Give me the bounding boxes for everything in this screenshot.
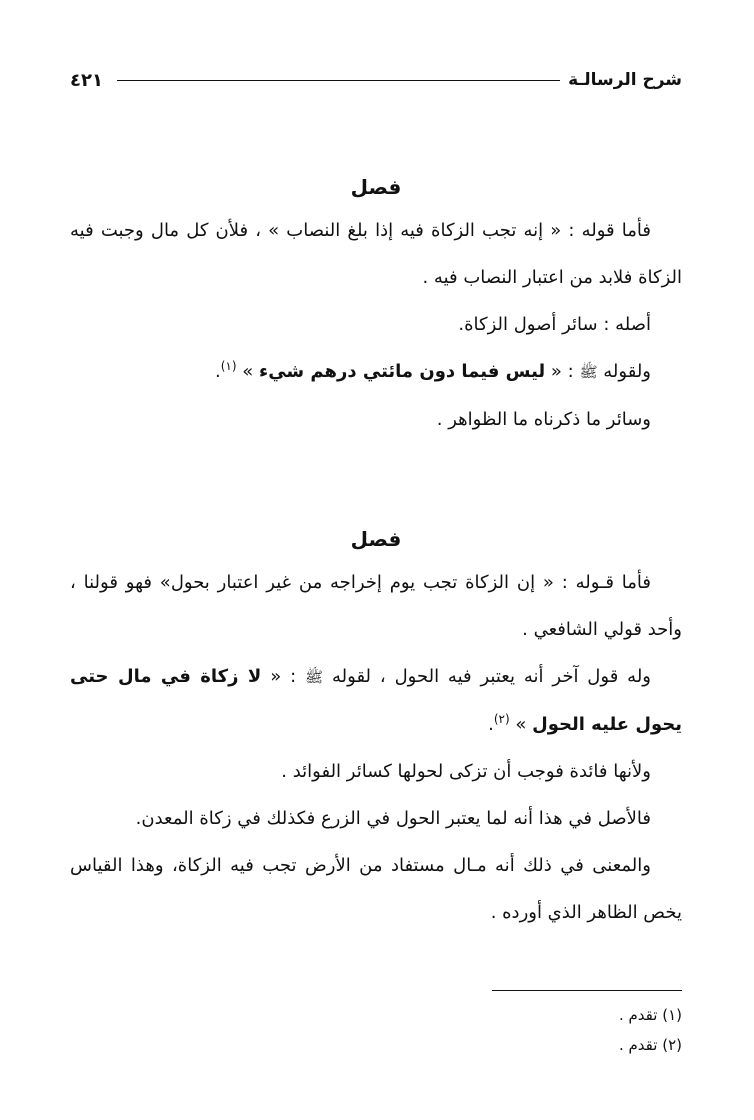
hadith-quote: ليس فيما دون مائتي درهم شيء xyxy=(259,361,546,382)
header-rule xyxy=(117,80,560,81)
section-heading: فصل xyxy=(350,527,402,551)
salawat-symbol: ﷺ xyxy=(305,668,324,686)
section-heading: فصل xyxy=(350,175,402,199)
footnote-ref[interactable]: (١) xyxy=(220,359,237,373)
salawat-symbol: ﷺ xyxy=(579,363,598,381)
footnotes xyxy=(382,1000,682,1060)
paragraph: والمعنى في ذلك أنه مـال مستفاد من الأرض تجب فيه الزكاة، وهذا القياس يخص الظاهر الذي أورده . xyxy=(70,855,682,923)
footnote-ref[interactable]: (٢) xyxy=(493,712,510,726)
footnote: (٢) تقدم . xyxy=(618,1036,682,1054)
paragraph: أصله : سائر أصول الزكاة. xyxy=(458,314,651,335)
paragraph: فأما قـوله : « إن الزكاة تجب يوم إخراجه من غير اعتبار بحول» فهو قولنا ، وأحد قولي الشافعي . xyxy=(70,572,682,640)
paragraph: وسائر ما ذكرناه ما الظواهر . xyxy=(436,409,651,430)
paragraph: ولأنها فائدة فوجب أن تزكى لحولها كسائر الفوائد . xyxy=(281,761,651,782)
footnote: (١) تقدم . xyxy=(618,1006,682,1024)
section-2 xyxy=(70,519,682,936)
paragraph: فالأصل في هذا أنه لما يعتبر الحول في الزرع فكذلك في زكاة المعدن. xyxy=(135,808,651,829)
footnote-rule xyxy=(492,990,682,991)
book-title: شرح الرسالـة xyxy=(568,70,682,90)
paragraph: فأما قوله : « إنه تجب الزكاة فيه إذا بلغ النصاب » ، فلأن كل مال وجبت فيه الزكاة فلابد من اعتبار النصاب فيه . xyxy=(70,220,682,288)
running-header xyxy=(70,66,682,94)
hadith-quote: لا زكاة في مال حتى يحول عليه الحول xyxy=(70,666,682,735)
paragraph: وله قول آخر أنه يعتبر فيه الحول ، لقوله ﷺ : « لا زكاة في مال حتى يحول عليه الحول » $^{(٢)}$. xyxy=(70,666,682,735)
section-1 xyxy=(70,167,682,443)
paragraph: ولقوله ﷺ : « ليس فيما دون مائتي درهم شيء » $^{(١)}$. xyxy=(214,359,651,382)
page-number: ٤٢١ xyxy=(70,69,103,91)
